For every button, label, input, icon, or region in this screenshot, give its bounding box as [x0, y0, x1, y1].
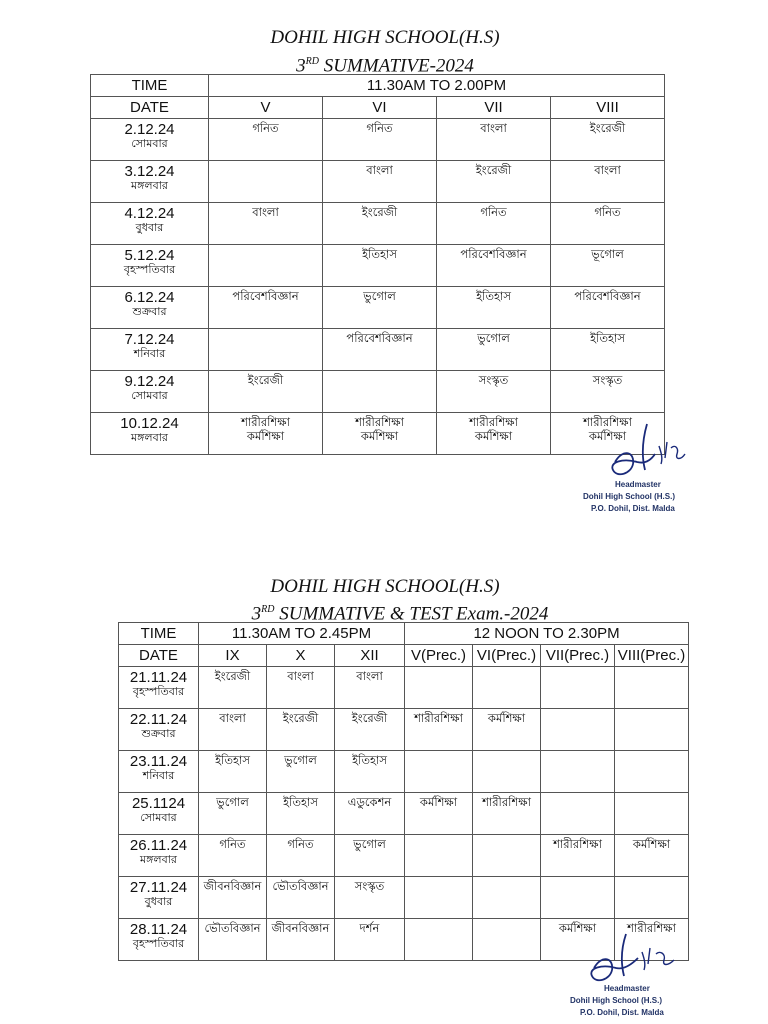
t2-class-header: X: [267, 645, 335, 667]
t1-subject-cell: সংস্কৃত: [551, 371, 665, 413]
t1-date-cell: [91, 203, 209, 245]
t2-class-header: VII(Prec.): [541, 645, 615, 667]
t1-subject-cell: পরিবেশবিজ্ঞান: [551, 287, 665, 329]
t1-subject-cell: বাংলা: [437, 119, 551, 161]
t1-subject-cell: বাংলা: [209, 203, 323, 245]
t1-subject-cell: ইংরেজী: [551, 119, 665, 161]
t1-class-header: V: [209, 97, 323, 119]
t2-date-cell: [119, 877, 199, 919]
t1-weekday: মঙ্গলবার: [131, 432, 168, 444]
t2-exam-sup: RD: [261, 604, 275, 615]
t1-subject-cell: বাংলা: [323, 161, 437, 203]
t2-date: 26.11.24: [129, 837, 188, 854]
t1-date-cell: [91, 119, 209, 161]
t2-weekday: বৃহস্পতিবার: [132, 686, 185, 698]
t2-subject-cell: ভুগোল: [267, 751, 335, 793]
t1-subject-cell: [209, 245, 323, 287]
t1-date-label: DATE: [91, 97, 209, 119]
t2-subject-cell: [541, 667, 615, 709]
t1-subject-cell: গনিত: [551, 203, 665, 245]
t2-subject-cell: কর্মশিক্ষা: [473, 709, 541, 751]
t2-subject-cell: কর্মশিক্ষা: [541, 919, 615, 961]
headmaster-signature-icon: [560, 930, 700, 990]
t1-subject-cell: ইতিহাস: [437, 287, 551, 329]
t2-subject-cell: দর্শন: [335, 919, 405, 961]
t2-subject-cell: এডুকেশন: [335, 793, 405, 835]
t2-subject-cell: ইতিহাস: [267, 793, 335, 835]
t2-row: [119, 709, 689, 751]
sig1-address: P.O. Dohil, Dist. Malda: [591, 504, 675, 513]
t2-subject-cell: ভৌতবিজ্ঞান: [199, 919, 267, 961]
t2-weekday: সোমবার: [140, 812, 177, 824]
t2-subject-cell: কর্মশিক্ষা: [615, 835, 689, 877]
t2-body: [119, 667, 689, 961]
t1-subject-cell: ভূগোল: [551, 245, 665, 287]
t2-subject-cell: [405, 877, 473, 919]
t2-exam-rest: SUMMATIVE & TEST Exam.-2024: [274, 603, 549, 625]
t1-row: [91, 371, 665, 413]
t1-date: 4.12.24: [124, 205, 175, 222]
t1-weekday: শুক্রবার: [132, 306, 167, 318]
t2-date-cell: [119, 835, 199, 877]
t2-date: 27.11.24: [129, 879, 188, 896]
t1-weekday: বৃহস্পতিবার: [123, 264, 176, 276]
t1-school-title: DOHIL HIGH SCHOOL(H.S): [270, 27, 500, 48]
t2-class-header: V(Prec.): [405, 645, 473, 667]
t2-subject-cell: বাংলা: [267, 667, 335, 709]
t2-weekday: শনিবার: [142, 770, 175, 782]
t2-subject-cell: গনিত: [267, 835, 335, 877]
t1-row: [91, 161, 665, 203]
t1-date: 3.12.24: [124, 163, 175, 180]
headmaster-signature-icon: [575, 418, 705, 488]
t2-subject-cell: ইতিহাস: [199, 751, 267, 793]
t1-time-label: TIME: [91, 75, 209, 97]
t2-subject-cell: ইংরেজী: [267, 709, 335, 751]
t1-subject-cell: ইতিহাস: [551, 329, 665, 371]
t2-subject-cell: ইংরেজী: [199, 667, 267, 709]
t1-subject-cell: [209, 329, 323, 371]
t2-subject-cell: [541, 709, 615, 751]
t1-date: 9.12.24: [124, 373, 175, 390]
t1-row: [91, 329, 665, 371]
signature-block-1: [575, 418, 705, 518]
t1-date: 7.12.24: [124, 331, 175, 348]
t2-subject-cell: [473, 835, 541, 877]
t1-row: [91, 245, 665, 287]
t2-subject-cell: গনিত: [199, 835, 267, 877]
t1-subject-cell: গনিত: [323, 119, 437, 161]
t1-subject-cell: বাংলা: [551, 161, 665, 203]
t2-subject-cell: শারীরশিক্ষা: [615, 919, 689, 961]
t2-time-label: TIME: [119, 623, 199, 645]
t1-weekday: শনিবার: [133, 348, 166, 360]
t2-date: 22.11.24: [129, 711, 188, 728]
t2-subject-cell: [405, 835, 473, 877]
schedule-table-1: [90, 74, 665, 455]
t1-row: [91, 203, 665, 245]
t2-weekday: বুধবার: [144, 896, 173, 908]
t1-subject-cell: পরিবেশবিজ্ঞান: [323, 329, 437, 371]
t2-exam-ord: 3: [251, 603, 262, 625]
t2-subject-cell: ইতিহাস: [335, 751, 405, 793]
t2-subject-cell: ভৌতবিজ্ঞান: [267, 877, 335, 919]
t1-class-header: VII: [437, 97, 551, 119]
t1-subject-cell: সংস্কৃত: [437, 371, 551, 413]
t2-subject-cell: [541, 877, 615, 919]
t1-subject-cell: [323, 371, 437, 413]
t2-class-header: XII: [335, 645, 405, 667]
t1-date-cell: [91, 371, 209, 413]
sig2-address: P.O. Dohil, Dist. Malda: [580, 1008, 664, 1017]
t2-date: 21.11.24: [129, 669, 188, 686]
t2-subject-cell: [473, 667, 541, 709]
t2-date-cell: [119, 793, 199, 835]
t1-subject-cell: ইংরেজী: [323, 203, 437, 245]
t1-date-cell: [91, 161, 209, 203]
t2-subject-cell: ভুগোল: [199, 793, 267, 835]
sig1-school: Dohil High School (H.S.): [583, 492, 675, 501]
t1-subject-cell: গনিত: [209, 119, 323, 161]
t1-subject-cell: ইংরেজী: [437, 161, 551, 203]
t2-subject-cell: শারীরশিক্ষা: [405, 709, 473, 751]
t2-subject-cell: বাংলা: [335, 667, 405, 709]
t1-date-cell: [91, 329, 209, 371]
t2-subject-cell: [541, 793, 615, 835]
t2-subject-cell: জীবনবিজ্ঞান: [199, 877, 267, 919]
t1-date: 6.12.24: [124, 289, 175, 306]
t1-subject-cell: শারীরশিক্ষা কর্মশিক্ষা: [209, 413, 323, 455]
t1-time-value: 11.30AM TO 2.00PM: [209, 75, 665, 97]
t1-subject-cell: গনিত: [437, 203, 551, 245]
t2-subject-cell: [615, 877, 689, 919]
t2-weekday: মঙ্গলবার: [140, 854, 177, 866]
t2-subject-cell: [473, 751, 541, 793]
schedule-table-2: [118, 622, 689, 961]
t1-body: [91, 119, 665, 455]
t1-weekday: সোমবার: [131, 390, 168, 402]
t2-time-value-a: 11.30AM TO 2.45PM: [199, 623, 405, 645]
t2-subject-cell: কর্মশিক্ষা: [405, 793, 473, 835]
t2-subject-cell: [615, 667, 689, 709]
t2-subject-cell: [541, 751, 615, 793]
t2-date: 28.11.24: [129, 921, 188, 938]
t1-subject-cell: ইংরেজী: [209, 371, 323, 413]
t1-exam-sup: RD: [305, 56, 319, 67]
sig2-title: Headmaster: [604, 984, 650, 993]
t2-class-header: IX: [199, 645, 267, 667]
t1-class-header: VI: [323, 97, 437, 119]
t2-weekday: বৃহস্পতিবার: [132, 938, 185, 950]
t2-date-cell: [119, 709, 199, 751]
t1-exam-ord: 3: [296, 55, 306, 77]
t2-date-cell: [119, 667, 199, 709]
t2-date: 25.1124: [131, 795, 186, 812]
t2-date-cell: [119, 919, 199, 961]
t2-subject-cell: সংস্কৃত: [335, 877, 405, 919]
t2-subject-cell: [405, 667, 473, 709]
t1-date-cell: [91, 245, 209, 287]
sig2-school: Dohil High School (H.S.): [570, 996, 662, 1005]
t2-row: [119, 793, 689, 835]
t1-subject-cell: শারীরশিক্ষা কর্মশিক্ষা: [551, 413, 665, 455]
t2-subject-cell: ইংরেজী: [335, 709, 405, 751]
t2-row: [119, 835, 689, 877]
t2-subject-cell: বাংলা: [199, 709, 267, 751]
t1-subject-cell: শারীরশিক্ষা কর্মশিক্ষা: [437, 413, 551, 455]
t1-subject-cell: [209, 161, 323, 203]
t1-date: 10.12.24: [120, 415, 179, 432]
t2-date-cell: [119, 751, 199, 793]
t2-row: [119, 751, 689, 793]
t2-date: 23.11.24: [129, 753, 188, 770]
t2-subject-cell: [615, 793, 689, 835]
t1-date: 5.12.24: [124, 247, 175, 264]
t2-time-value-b: 12 NOON TO 2.30PM: [405, 623, 689, 645]
t2-row: [119, 667, 689, 709]
t1-subject-cell: ভুগোল: [437, 329, 551, 371]
signature-block-2: [560, 930, 700, 1024]
t2-subject-cell: ভুগোল: [335, 835, 405, 877]
t1-class-header: VIII: [551, 97, 665, 119]
t1-date-cell: [91, 413, 209, 455]
t2-subject-cell: [615, 751, 689, 793]
t1-row: [91, 119, 665, 161]
t2-subject-cell: [405, 751, 473, 793]
sig1-title: Headmaster: [615, 480, 661, 489]
t2-row: [119, 877, 689, 919]
t1-subject-cell: পরিবেশবিজ্ঞান: [209, 287, 323, 329]
t1-weekday: মঙ্গলবার: [131, 180, 168, 192]
t1-weekday: বুধবার: [135, 222, 164, 234]
t2-school-title: DOHIL HIGH SCHOOL(H.S): [270, 576, 500, 597]
t1-exam-rest: SUMMATIVE-2024: [318, 55, 474, 77]
t2-subject-cell: শারীরশিক্ষা: [473, 793, 541, 835]
t1-subject-cell: ভুগোল: [323, 287, 437, 329]
t2-class-header: VIII(Prec.): [615, 645, 689, 667]
t2-subject-cell: [473, 919, 541, 961]
t1-weekday: সোমবার: [131, 138, 168, 150]
t1-date: 2.12.24: [124, 121, 175, 138]
t2-date-label: DATE: [119, 645, 199, 667]
t2-subject-cell: [615, 709, 689, 751]
t1-subject-cell: শারীরশিক্ষা কর্মশিক্ষা: [323, 413, 437, 455]
t2-subject-cell: জীবনবিজ্ঞান: [267, 919, 335, 961]
t2-subject-cell: শারীরশিক্ষা: [541, 835, 615, 877]
t1-row: [91, 287, 665, 329]
t2-subject-cell: [473, 877, 541, 919]
t1-subject-cell: পরিবেশবিজ্ঞান: [437, 245, 551, 287]
t2-subject-cell: [405, 919, 473, 961]
t2-class-header: VI(Prec.): [473, 645, 541, 667]
t2-weekday: শুক্রবার: [141, 728, 176, 740]
t1-subject-cell: ইতিহাস: [323, 245, 437, 287]
t1-date-cell: [91, 287, 209, 329]
